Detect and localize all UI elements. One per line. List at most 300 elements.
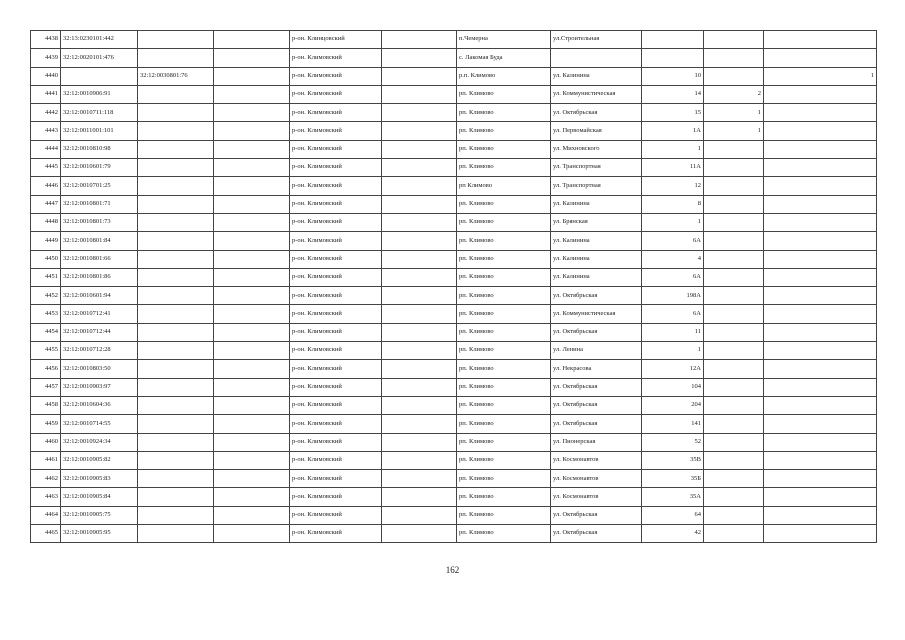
cell-col11 <box>764 396 877 414</box>
cell-cadastral-alt <box>138 195 214 213</box>
cell-house: 12А <box>642 360 704 378</box>
table-row <box>31 360 877 378</box>
cell-house <box>642 31 704 49</box>
cell-col4 <box>214 177 290 195</box>
table-row <box>31 470 877 488</box>
table-row <box>31 140 877 158</box>
cell-row-number: 4441 <box>31 85 61 103</box>
cell-col11 <box>764 104 877 122</box>
cell-col10 <box>704 268 764 286</box>
cell-row-number: 4461 <box>31 451 61 469</box>
cell-col4 <box>214 287 290 305</box>
cell-col4 <box>214 31 290 49</box>
cell-settlement: рп. Климово <box>457 213 551 231</box>
cell-street <box>551 49 642 67</box>
cell-district: р-он. Климовский <box>290 268 382 286</box>
cell-row-number: 4459 <box>31 415 61 433</box>
page-number: 162 <box>445 565 460 575</box>
cell-settlement: р.п. Климово <box>457 67 551 85</box>
cell-cadastral-number: 32:12:0010601:79 <box>61 159 138 177</box>
cell-col10 <box>704 342 764 360</box>
cell-house: 1 <box>642 213 704 231</box>
cell-col11 <box>764 250 877 268</box>
cell-row-number: 4460 <box>31 433 61 451</box>
cell-col11 <box>764 31 877 49</box>
cell-col6 <box>382 213 457 231</box>
cell-col6 <box>382 525 457 543</box>
cell-settlement: рп. Климово <box>457 506 551 524</box>
cell-col6 <box>382 470 457 488</box>
table-row <box>31 232 877 250</box>
cell-row-number: 4457 <box>31 378 61 396</box>
cell-col10 <box>704 140 764 158</box>
cell-col4 <box>214 433 290 451</box>
table-row <box>31 213 877 231</box>
cell-cadastral-alt <box>138 122 214 140</box>
cell-street: ул. Космонавтов <box>551 488 642 506</box>
cell-col4 <box>214 213 290 231</box>
cell-house: 104 <box>642 378 704 396</box>
cell-col6 <box>382 195 457 213</box>
cell-col11 <box>764 525 877 543</box>
table-row <box>31 268 877 286</box>
cell-cadastral-number: 32:12:0010711:118 <box>61 104 138 122</box>
cell-col10 <box>704 525 764 543</box>
cell-cadastral-number: 32:12:0011001:101 <box>61 122 138 140</box>
cell-cadastral-alt <box>138 525 214 543</box>
cell-street: ул. Михновского <box>551 140 642 158</box>
cell-street: ул. Некрасова <box>551 360 642 378</box>
table-row <box>31 159 877 177</box>
table-row <box>31 31 877 49</box>
cell-settlement: рп. Климово <box>457 360 551 378</box>
cell-cadastral-alt <box>138 268 214 286</box>
cell-cadastral-number: 32:12:0010712:41 <box>61 305 138 323</box>
cell-col11 <box>764 159 877 177</box>
cell-district: р-он. Климовский <box>290 195 382 213</box>
cell-house: 64 <box>642 506 704 524</box>
cell-house: 14 <box>642 85 704 103</box>
cell-settlement: рп. Климово <box>457 396 551 414</box>
cell-col4 <box>214 268 290 286</box>
cell-district: р-он. Климовский <box>290 451 382 469</box>
cell-district: р-он. Климовский <box>290 525 382 543</box>
cell-col11 <box>764 506 877 524</box>
cell-col4 <box>214 360 290 378</box>
cell-col4 <box>214 506 290 524</box>
cell-col4 <box>214 250 290 268</box>
cell-settlement: рп. Климово <box>457 451 551 469</box>
cell-settlement: рп. Климово <box>457 140 551 158</box>
cell-cadastral-number: 32:12:0010701:25 <box>61 177 138 195</box>
cell-settlement: рп. Климово <box>457 488 551 506</box>
cell-house: 198А <box>642 287 704 305</box>
cell-col11 <box>764 488 877 506</box>
cell-house: 8 <box>642 195 704 213</box>
cell-col10 <box>704 232 764 250</box>
cell-district: р-он. Климовский <box>290 396 382 414</box>
cell-col6 <box>382 506 457 524</box>
cell-row-number: 4449 <box>31 232 61 250</box>
cell-row-number: 4447 <box>31 195 61 213</box>
cell-col4 <box>214 488 290 506</box>
cell-col11 <box>764 323 877 341</box>
cell-settlement: рп. Климово <box>457 525 551 543</box>
cell-row-number: 4439 <box>31 49 61 67</box>
cell-street: ул. Октябрьская <box>551 323 642 341</box>
cell-cadastral-number <box>61 67 138 85</box>
cell-col10: 1 <box>704 122 764 140</box>
cell-settlement: рп. Климово <box>457 232 551 250</box>
cell-cadastral-number: 32:12:0010801:73 <box>61 213 138 231</box>
cell-cadastral-number: 32:12:0010604:36 <box>61 396 138 414</box>
cell-col6 <box>382 31 457 49</box>
cell-col4 <box>214 525 290 543</box>
cell-street: ул. Калинина <box>551 268 642 286</box>
cell-cadastral-number: 32:12:0010903:97 <box>61 378 138 396</box>
cell-street: ул. Октябрьская <box>551 104 642 122</box>
table-row <box>31 378 877 396</box>
cell-col4 <box>214 451 290 469</box>
cell-col4 <box>214 323 290 341</box>
cell-cadastral-number: 32:12:0010810:98 <box>61 140 138 158</box>
cell-district: р-он. Климовский <box>290 104 382 122</box>
cell-street: ул. Октябрьская <box>551 415 642 433</box>
cell-settlement: рп. Климово <box>457 342 551 360</box>
cell-row-number: 4438 <box>31 31 61 49</box>
cell-cadastral-alt <box>138 250 214 268</box>
cell-settlement: рп. Климово <box>457 250 551 268</box>
cell-house: 42 <box>642 525 704 543</box>
cell-cadastral-alt <box>138 451 214 469</box>
cell-col4 <box>214 396 290 414</box>
cell-col11 <box>764 85 877 103</box>
cell-cadastral-alt <box>138 470 214 488</box>
cell-col11 <box>764 122 877 140</box>
cell-col11 <box>764 360 877 378</box>
cell-street: ул.Строительная <box>551 31 642 49</box>
cell-row-number: 4458 <box>31 396 61 414</box>
cell-col11 <box>764 433 877 451</box>
cell-street: ул. Калинина <box>551 67 642 85</box>
cell-row-number: 4463 <box>31 488 61 506</box>
cell-district: р-он. Климовский <box>290 287 382 305</box>
cell-settlement: рп. Климово <box>457 104 551 122</box>
cell-row-number: 4444 <box>31 140 61 158</box>
cell-cadastral-alt <box>138 287 214 305</box>
cell-district: р-он. Климовский <box>290 140 382 158</box>
registry-table <box>30 30 877 543</box>
cell-house: 4 <box>642 250 704 268</box>
table-row <box>31 525 877 543</box>
cell-col10 <box>704 159 764 177</box>
cell-col10 <box>704 195 764 213</box>
cell-col6 <box>382 323 457 341</box>
cell-col6 <box>382 159 457 177</box>
cell-cadastral-number: 32:12:0010924:34 <box>61 433 138 451</box>
cell-house: 141 <box>642 415 704 433</box>
cell-col11 <box>764 232 877 250</box>
cell-col4 <box>214 140 290 158</box>
cell-cadastral-number: 32:12:0010801:66 <box>61 250 138 268</box>
cell-house: 204 <box>642 396 704 414</box>
cell-cadastral-number: 32:12:0010714:55 <box>61 415 138 433</box>
table-row <box>31 415 877 433</box>
cell-district: р-он. Климовский <box>290 323 382 341</box>
cell-district: р-он. Климовский <box>290 232 382 250</box>
cell-col4 <box>214 378 290 396</box>
cell-settlement: рп Климово <box>457 177 551 195</box>
cell-row-number: 4440 <box>31 67 61 85</box>
cell-cadastral-alt <box>138 140 214 158</box>
cell-col6 <box>382 67 457 85</box>
cell-street: ул. Октябрьская <box>551 506 642 524</box>
cell-col10 <box>704 49 764 67</box>
cell-house: 10 <box>642 67 704 85</box>
cell-col6 <box>382 232 457 250</box>
cell-col4 <box>214 470 290 488</box>
cell-row-number: 4454 <box>31 323 61 341</box>
cell-col10 <box>704 31 764 49</box>
cell-col11 <box>764 415 877 433</box>
table-row <box>31 433 877 451</box>
cell-street: ул. Калинина <box>551 232 642 250</box>
cell-col6 <box>382 342 457 360</box>
cell-col4 <box>214 159 290 177</box>
cell-street: ул. Октябрьская <box>551 525 642 543</box>
cell-house: 15 <box>642 104 704 122</box>
cell-settlement: рп. Климово <box>457 378 551 396</box>
cell-district: р-он. Климовский <box>290 488 382 506</box>
cell-col4 <box>214 415 290 433</box>
table-row <box>31 195 877 213</box>
cell-house <box>642 49 704 67</box>
cell-settlement: рп. Климово <box>457 195 551 213</box>
cell-col6 <box>382 433 457 451</box>
cell-col10: 1 <box>704 104 764 122</box>
cell-col11 <box>764 305 877 323</box>
cell-cadastral-alt: 32:12:0030801:76 <box>138 67 214 85</box>
cell-cadastral-alt <box>138 323 214 341</box>
cell-cadastral-alt <box>138 360 214 378</box>
cell-street: ул. Транспортная <box>551 159 642 177</box>
cell-cadastral-alt <box>138 433 214 451</box>
cell-house: 1 <box>642 140 704 158</box>
cell-house: 11А <box>642 159 704 177</box>
cell-house: 1 <box>642 342 704 360</box>
table-row <box>31 67 877 85</box>
cell-cadastral-number: 32:12:0010801:84 <box>61 232 138 250</box>
cell-house: 6А <box>642 268 704 286</box>
cell-row-number: 4445 <box>31 159 61 177</box>
cell-cadastral-number: 32:12:0010712:28 <box>61 342 138 360</box>
cell-row-number: 4456 <box>31 360 61 378</box>
cell-cadastral-alt <box>138 488 214 506</box>
cell-col10: 2 <box>704 85 764 103</box>
cell-cadastral-number: 32:12:0010905:95 <box>61 525 138 543</box>
cell-col10 <box>704 360 764 378</box>
cell-cadastral-number: 32:12:0010905:84 <box>61 488 138 506</box>
cell-col6 <box>382 287 457 305</box>
cell-row-number: 4455 <box>31 342 61 360</box>
cell-col6 <box>382 488 457 506</box>
table-row <box>31 85 877 103</box>
cell-row-number: 4453 <box>31 305 61 323</box>
cell-street: ул. Пионерская <box>551 433 642 451</box>
cell-row-number: 4465 <box>31 525 61 543</box>
cell-col10 <box>704 250 764 268</box>
cell-col4 <box>214 195 290 213</box>
cell-col10 <box>704 213 764 231</box>
cell-col4 <box>214 67 290 85</box>
cell-district: р-он. Климовский <box>290 470 382 488</box>
cell-col10 <box>704 67 764 85</box>
cell-street: ул. Октябрьская <box>551 378 642 396</box>
table-row <box>31 177 877 195</box>
cell-street: ул. Калинина <box>551 195 642 213</box>
cell-settlement: рп. Климово <box>457 433 551 451</box>
cell-col11 <box>764 140 877 158</box>
cell-settlement: рп. Климово <box>457 305 551 323</box>
cell-cadastral-alt <box>138 177 214 195</box>
cell-col6 <box>382 451 457 469</box>
cell-district: р-он. Климовский <box>290 159 382 177</box>
cell-row-number: 4443 <box>31 122 61 140</box>
cell-col10 <box>704 415 764 433</box>
cell-row-number: 4442 <box>31 104 61 122</box>
cell-col11 <box>764 342 877 360</box>
cell-col6 <box>382 49 457 67</box>
cell-settlement: рп. Климово <box>457 268 551 286</box>
cell-settlement: рп. Климово <box>457 415 551 433</box>
cell-settlement: рп. Климово <box>457 323 551 341</box>
cell-district: р-он. Климовский <box>290 122 382 140</box>
cell-col11 <box>764 470 877 488</box>
cell-col4 <box>214 342 290 360</box>
cell-col10 <box>704 451 764 469</box>
cell-district: р-он. Климовский <box>290 67 382 85</box>
cell-cadastral-alt <box>138 378 214 396</box>
cell-settlement: рп. Климово <box>457 470 551 488</box>
table-row <box>31 287 877 305</box>
cell-col6 <box>382 415 457 433</box>
cell-col11 <box>764 213 877 231</box>
cell-row-number: 4448 <box>31 213 61 231</box>
cell-house: 1А <box>642 122 704 140</box>
cell-street: ул. Космонавтов <box>551 470 642 488</box>
cell-district: р-он. Климовский <box>290 360 382 378</box>
cell-district: р-он. Климовский <box>290 415 382 433</box>
table-row <box>31 396 877 414</box>
registry-table-body <box>31 31 877 543</box>
cell-street: ул. Коммунистическая <box>551 305 642 323</box>
cell-street: ул. Коммунистическая <box>551 85 642 103</box>
table-row <box>31 104 877 122</box>
cell-col6 <box>382 140 457 158</box>
cell-cadastral-number: 32:12:0020101:476 <box>61 49 138 67</box>
cell-street: ул. Калинина <box>551 250 642 268</box>
cell-district: р-он. Климовский <box>290 49 382 67</box>
cell-col10 <box>704 323 764 341</box>
cell-settlement: рп. Климово <box>457 159 551 177</box>
cell-cadastral-alt <box>138 415 214 433</box>
cell-street: ул. Октябрьская <box>551 396 642 414</box>
cell-district: р-он. Климовский <box>290 213 382 231</box>
cell-street: ул. Транспортная <box>551 177 642 195</box>
cell-cadastral-number: 32:12:0010801:71 <box>61 195 138 213</box>
cell-col11 <box>764 195 877 213</box>
cell-house: 35Б <box>642 470 704 488</box>
cell-col11 <box>764 378 877 396</box>
cell-district: р-он. Клинцовский <box>290 31 382 49</box>
cell-cadastral-alt <box>138 232 214 250</box>
cell-house: 35В <box>642 451 704 469</box>
cell-district: р-он. Климовский <box>290 85 382 103</box>
cell-cadastral-number: 32:12:0010905:75 <box>61 506 138 524</box>
cell-cadastral-number: 32:12:0010905:83 <box>61 470 138 488</box>
cell-house: 6А <box>642 232 704 250</box>
cell-street: ул. Ленина <box>551 342 642 360</box>
cell-cadastral-number: 32:12:0010801:86 <box>61 268 138 286</box>
cell-col4 <box>214 85 290 103</box>
cell-col6 <box>382 305 457 323</box>
cell-district: р-он. Климовский <box>290 177 382 195</box>
cell-cadastral-alt <box>138 49 214 67</box>
cell-col6 <box>382 378 457 396</box>
cell-cadastral-alt <box>138 396 214 414</box>
table-row <box>31 506 877 524</box>
cell-col10 <box>704 470 764 488</box>
cell-col11 <box>764 268 877 286</box>
cell-col10 <box>704 488 764 506</box>
cell-street: ул. Брянская <box>551 213 642 231</box>
cell-house: 12 <box>642 177 704 195</box>
cell-col6 <box>382 360 457 378</box>
cell-col6 <box>382 396 457 414</box>
cell-cadastral-number: 32:12:0010906:91 <box>61 85 138 103</box>
cell-col6 <box>382 122 457 140</box>
cell-house: 35А <box>642 488 704 506</box>
cell-cadastral-number: 32:12:0010905:82 <box>61 451 138 469</box>
cell-street: ул. Космонавтов <box>551 451 642 469</box>
cell-cadastral-alt <box>138 159 214 177</box>
cell-district: р-он. Климовский <box>290 305 382 323</box>
cell-col6 <box>382 250 457 268</box>
cell-col11 <box>764 177 877 195</box>
cell-col10 <box>704 378 764 396</box>
cell-house: 52 <box>642 433 704 451</box>
cell-col6 <box>382 85 457 103</box>
cell-settlement: п.Чемерна <box>457 31 551 49</box>
cell-cadastral-alt <box>138 342 214 360</box>
cell-street: ул. Октябрьская <box>551 287 642 305</box>
cell-settlement: рп. Климово <box>457 122 551 140</box>
cell-col10 <box>704 287 764 305</box>
cell-col4 <box>214 49 290 67</box>
cell-district: р-он. Климовский <box>290 342 382 360</box>
cell-col11: 1 <box>764 67 877 85</box>
cell-row-number: 4464 <box>31 506 61 524</box>
table-row <box>31 451 877 469</box>
cell-col10 <box>704 177 764 195</box>
cell-settlement: рп. Климово <box>457 85 551 103</box>
cell-col10 <box>704 506 764 524</box>
cell-col6 <box>382 177 457 195</box>
cell-col4 <box>214 122 290 140</box>
cell-col11 <box>764 287 877 305</box>
cell-cadastral-number: 32:12:0010712:44 <box>61 323 138 341</box>
cell-district: р-он. Климовский <box>290 250 382 268</box>
